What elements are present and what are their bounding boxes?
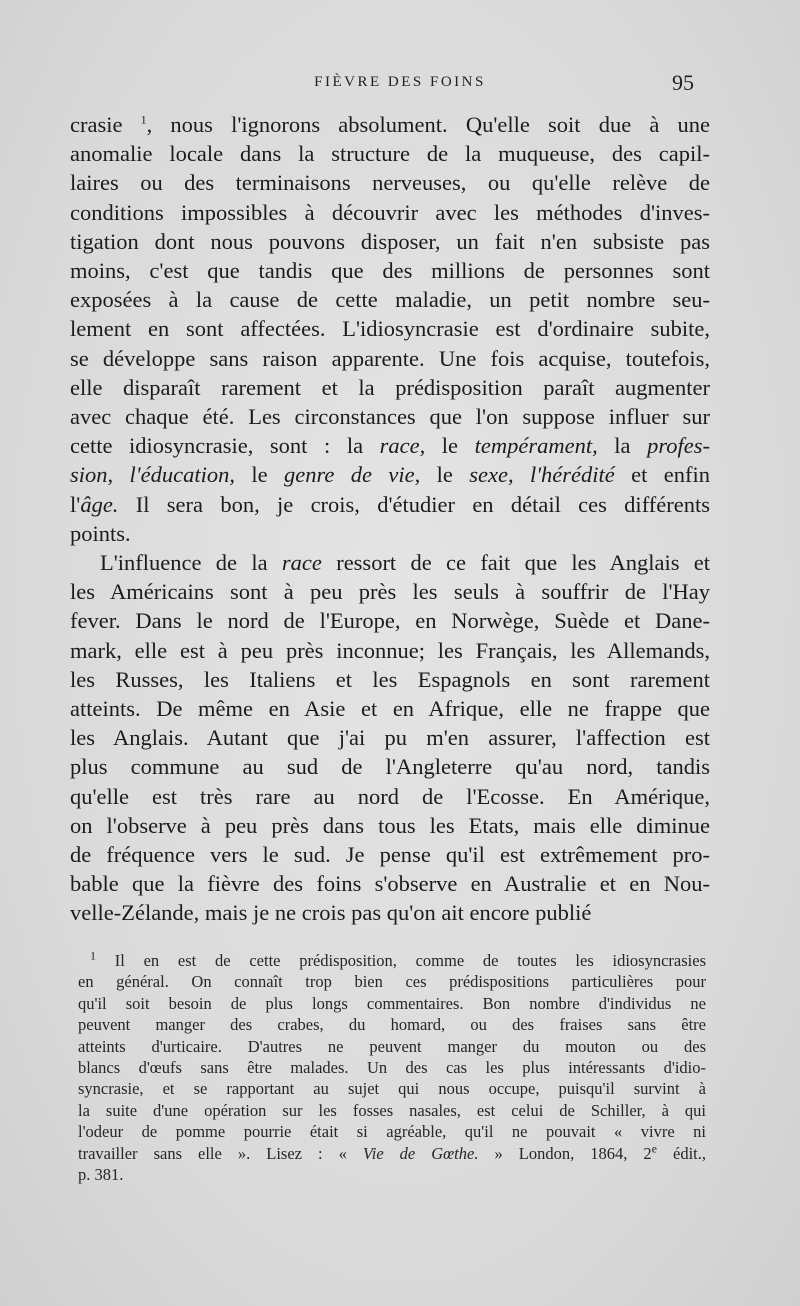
text-run: le (420, 462, 470, 488)
italic-text: race (281, 550, 322, 576)
text-run: l'odeur de pomme pourrie était si agréable, qu'il ne pouvait « vivre ni (78, 1122, 706, 1142)
body-line (70, 752, 710, 781)
text-run: points. (70, 520, 131, 546)
body-line (70, 782, 710, 811)
footnote-marker: 1 (90, 948, 96, 963)
body-line (70, 198, 710, 227)
text-run: en général. On connaît trop bien ces prédispositions particulières pour (78, 972, 706, 992)
text-run: Il en est de cette prédisposition, comme de toutes les idiosyncrasies (96, 951, 706, 970)
text-run: édit., (656, 1143, 706, 1163)
body-line (70, 869, 710, 898)
page-number: 95 (672, 70, 694, 95)
footnote-line (78, 950, 706, 971)
italic-text: l'éducation, (129, 462, 235, 488)
text-run: , nous l'ignorons absolument. Qu'elle soit due à une (146, 112, 710, 137)
footnote-line (78, 971, 706, 992)
text-run: les Américains sont à peu près les seuls à souffrir de l'Hay (70, 579, 710, 605)
body-line (70, 431, 710, 460)
text-run: le (425, 433, 475, 459)
footnote-line (78, 993, 706, 1014)
text-run: p. 381. (78, 1165, 124, 1185)
text-run: ressort de ce fait que les Anglais et (321, 550, 710, 576)
text-run: qu'il soit besoin de plus longs commentaires. Bon nombre d'individus ne (78, 993, 706, 1013)
text-run: laires ou des terminaisons nerveuses, ou qu'elle relève de (70, 170, 710, 196)
italic-text: genre de vie, (283, 462, 421, 488)
italic-text: l'hérédité (529, 462, 615, 488)
text-run: » London, 1864, 2 (478, 1143, 652, 1163)
body-line (70, 665, 710, 694)
running-title: FIÈVRE DES FOINS (314, 74, 486, 90)
footnote-line (78, 1121, 706, 1142)
footnote-marker: 1 (140, 112, 147, 127)
text-run: peuvent manger des crabes, du homard, ou des fraises sans être (78, 1015, 706, 1035)
footnote-line (78, 1057, 706, 1078)
footnote-line (78, 1078, 706, 1099)
text-run: on l'observe à peu près dans tous les Etats, mais elle diminue (70, 812, 710, 838)
text-run: avec chaque été. Les circonstances que l'on suppose influer sur (70, 404, 710, 430)
text-run: plus commune au sud de l'Angleterre qu'au nord, tandis (70, 754, 710, 780)
body-line (70, 577, 710, 606)
text-run: tigation dont nous pouvons disposer, un fait n'en subsiste pas (70, 228, 710, 254)
text-run: les Russes, les Italiens et les Espagnols en sont rarement (70, 666, 710, 692)
body-line (70, 314, 710, 343)
body-line (70, 723, 710, 752)
text-run: l' (70, 491, 81, 517)
text-run: L'influence de la (100, 550, 282, 576)
text-run: crasie (70, 112, 141, 137)
text-run: velle-Zélande, mais je ne crois pas qu'on ait encore publié (70, 900, 592, 926)
footnote-line (78, 1164, 706, 1185)
footnote-line (78, 1143, 706, 1164)
text-run: fever. Dans le nord de l'Europe, en Norwège, Suède et Dane- (70, 608, 710, 634)
text-run: la suite d'une opération sur les fosses nasales, est celui de Schiller, à qui (78, 1100, 706, 1120)
body-line (70, 519, 710, 548)
body-line (70, 811, 710, 840)
italic-text: âge. (80, 491, 119, 517)
body-line (70, 344, 710, 373)
body-line (70, 402, 710, 431)
body-line (70, 898, 710, 927)
text-run: les Anglais. Autant que j'ai pu m'en assurer, l'affection est (70, 725, 710, 751)
body-line (70, 139, 710, 168)
footnote-marker: e (651, 1141, 657, 1156)
text-run: se développe sans raison apparente. Une fois acquise, toutefois, (70, 345, 710, 371)
text-run: elle disparaît rarement et la prédisposition paraît augmenter (70, 374, 710, 400)
text-run: lement en sont affectées. L'idiosyncrasie est d'ordinaire subite, (70, 316, 710, 342)
italic-text: Vie de Gœthe. (362, 1143, 479, 1163)
body-line (70, 490, 710, 519)
text-run: anomalie locale dans la structure de la muqueuse, des capil- (70, 141, 710, 167)
body-line (70, 460, 710, 489)
text-run (514, 462, 530, 487)
italic-text: sion, (70, 462, 114, 488)
italic-text: sexe, (469, 462, 514, 488)
running-head (0, 70, 800, 100)
body-line (70, 373, 710, 402)
text-run: de fréquence vers le sud. Je pense qu'il est extrêmement pro- (70, 842, 710, 868)
text-run: atteints d'urticaire. D'autres ne peuvent manger du mouton ou des (78, 1036, 706, 1056)
text-run: atteints. De même en Asie et en Afrique, elle ne frappe que (70, 696, 710, 722)
footnote-line (78, 1014, 706, 1035)
body-line (70, 285, 710, 314)
text-run: travailler sans elle ». Lisez : « (78, 1143, 363, 1163)
italic-text: race, (379, 433, 426, 459)
text-run: conditions impossibles à découvrir avec les méthodes d'inves- (70, 199, 710, 225)
body-line (70, 636, 710, 665)
body-line (70, 168, 710, 197)
italic-text: tempérament, (474, 433, 598, 459)
text-run: la (597, 433, 648, 459)
text-run (113, 462, 129, 487)
italic-text: profes- (647, 433, 710, 459)
body-line (70, 256, 710, 285)
text-run: moins, c'est que tandis que des millions de personnes sont (70, 258, 710, 284)
text-run: bable que la fièvre des foins s'observe en Australie et en Nou- (70, 871, 710, 897)
text-run: syncrasie, et se rapportant au sujet qui nous occupe, puisqu'il survint à (78, 1079, 706, 1099)
footnote-line (78, 1100, 706, 1121)
body-line (70, 606, 710, 635)
text-run: qu'elle est très rare au nord de l'Ecosse. En Amérique, (70, 783, 710, 809)
body-line (70, 694, 710, 723)
footnote-line (78, 1036, 706, 1057)
footnote (78, 950, 706, 1185)
text-run: cette idiosyncrasie, sont : la (70, 433, 380, 459)
body-line (70, 548, 710, 577)
body-line (70, 227, 710, 256)
text-run: et enfin (614, 462, 711, 488)
body-line (70, 110, 710, 139)
body-text (70, 110, 710, 928)
text-run: mark, elle est à peu près inconnue; les Français, les Allemands, (70, 637, 710, 663)
text-run: exposées à la cause de cette maladie, un petit nombre seu- (70, 287, 710, 313)
text-run: le (234, 462, 284, 488)
text-run: Il sera bon, je crois, d'étudier en détail ces différents (118, 491, 710, 517)
body-line (70, 840, 710, 869)
text-run: blancs d'œufs sans être malades. Un des cas les plus intéressants d'idio- (78, 1058, 706, 1078)
